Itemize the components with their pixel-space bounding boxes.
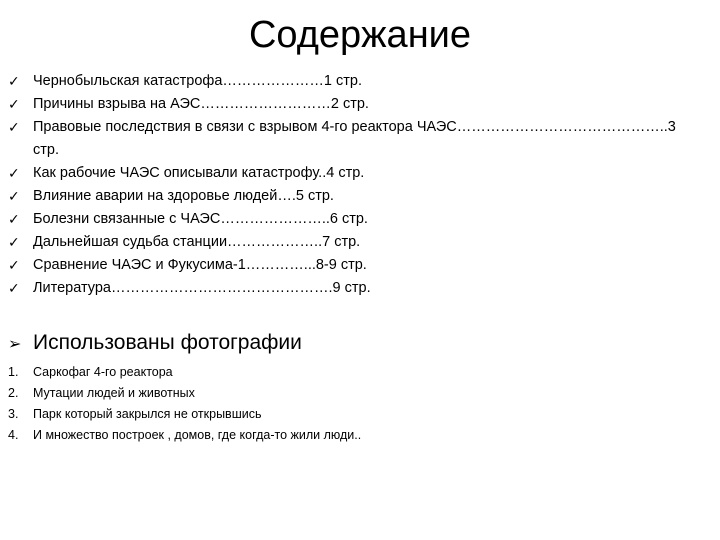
toc-item [8,116,708,138]
checkmark-icon: ✓ [8,73,20,89]
toc-item [8,70,708,92]
toc-item-text: Правовые последствия в связи с взрывом 4-го реактора ЧАЭС……………………………………..3 [33,119,676,135]
list-item [8,425,708,445]
list-item-text: Парк который закрылся не открывшись [33,407,262,421]
list-item-text: И множество построек , домов, где когда-то жили люди.. [33,428,362,442]
list-item [8,362,708,382]
section-heading-text: Использованы фотографии [33,331,302,354]
toc-item-text: Как рабочие ЧАЭС описывали катастрофу..4 стр. [33,165,365,181]
arrow-bullet-icon: ➢ [8,336,22,353]
toc-item [8,231,708,253]
checkmark-icon: ✓ [8,119,20,135]
list-item-text: Саркофаг 4-го реактора [33,365,173,379]
checkmark-icon: ✓ [8,280,20,296]
checkmark-icon: ✓ [8,188,20,204]
list-number: 2. [8,386,19,400]
toc-item [8,254,708,276]
toc-item-text: стр. [33,142,59,158]
checkmark-icon: ✓ [8,165,20,181]
toc-item [8,208,708,230]
toc-item-text: Причины взрыва на АЭС………………………2 стр. [33,96,369,112]
photos-list [8,362,708,446]
photos-section-heading [8,328,708,360]
toc-item-text: Влияние аварии на здоровье людей….5 стр. [33,188,334,204]
toc-item [8,162,708,184]
checkmark-icon: ✓ [8,211,20,227]
toc-item-text: Чернобыльская катастрофа…………………1 стр. [33,73,363,89]
list-number: 4. [8,428,19,442]
toc-item [8,185,708,207]
list-item [8,404,708,424]
toc-item-text: Сравнение ЧАЭС и Фукусима-1…………...8-9 стр. [33,257,367,273]
toc-item-text: Дальнейшая судьба станции………………..7 стр. [33,234,361,250]
checkmark-icon: ✓ [8,96,20,112]
table-of-contents [8,70,708,300]
toc-item [8,93,708,115]
list-number: 1. [8,365,19,379]
toc-item [8,277,708,299]
checkmark-icon: ✓ [8,257,20,273]
checkmark-icon: ✓ [8,234,20,250]
toc-item-continuation [8,139,708,161]
list-number: 3. [8,407,19,421]
page-title: Содержание [248,14,472,56]
toc-item-text: Болезни связанные с ЧАЭС…………………..6 стр. [33,211,368,227]
list-item [8,383,708,403]
list-item-text: Мутации людей и животных [33,386,195,400]
toc-item-text: Литература……………………………………….9 стр. [33,280,371,296]
